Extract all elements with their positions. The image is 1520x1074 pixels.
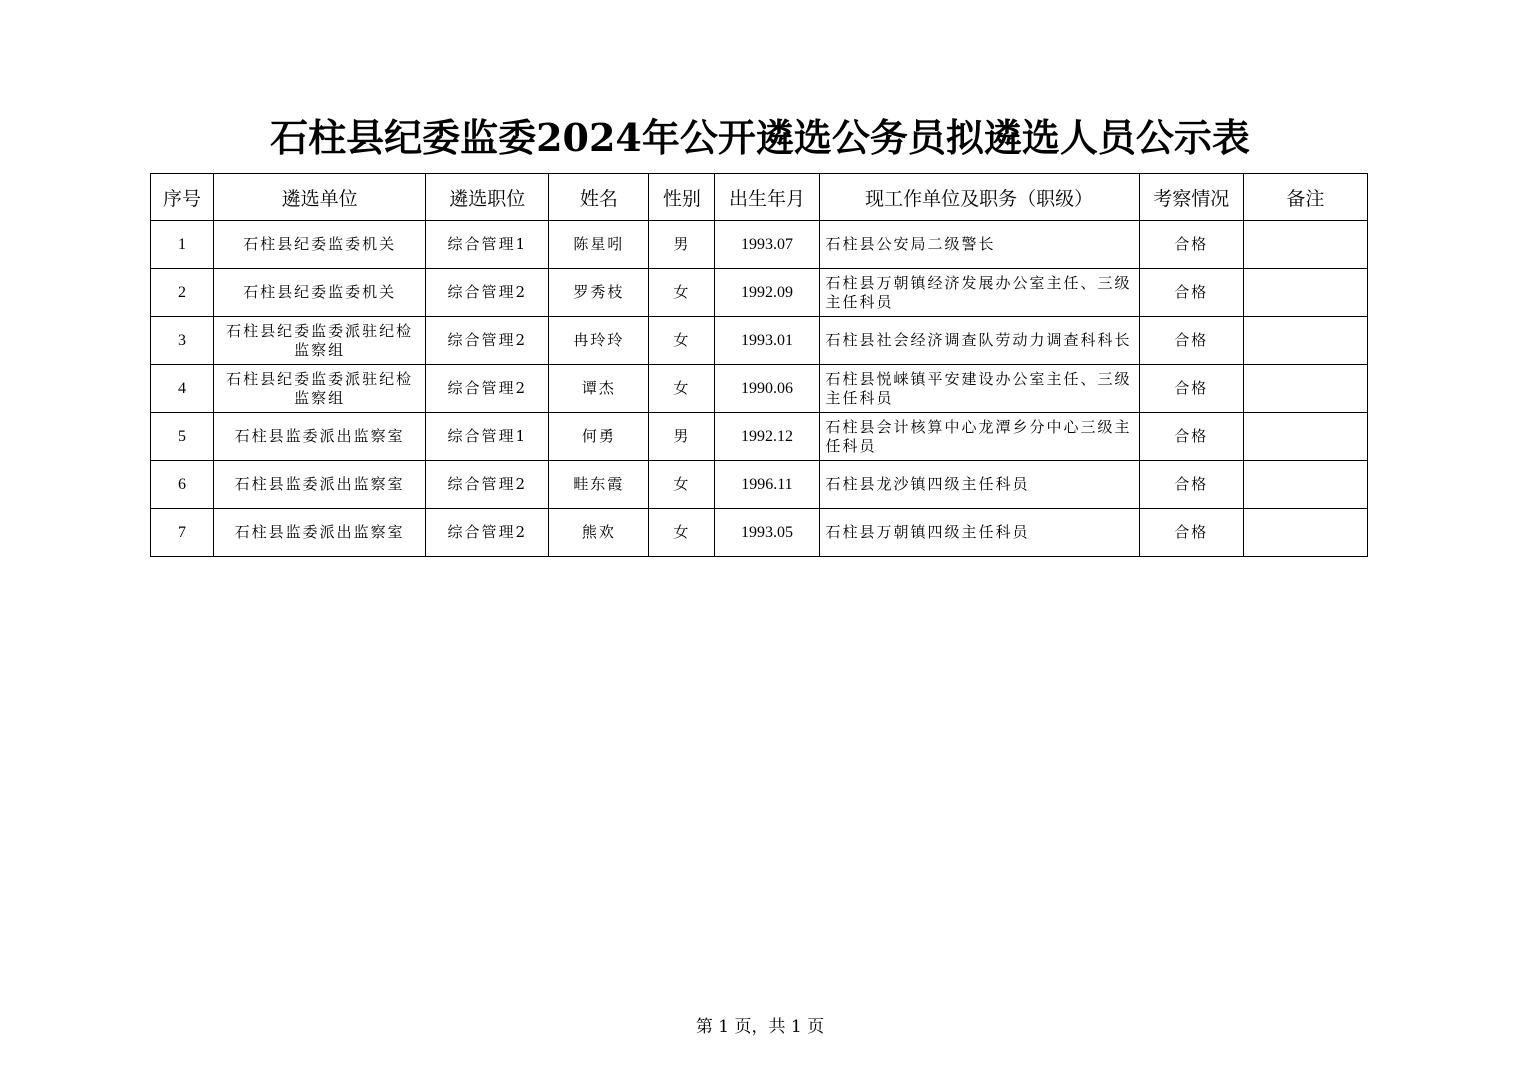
- document-title: 石柱县纪委监委2024年公开遴选公务员拟遴选人员公示表: [270, 115, 1250, 160]
- cell-gender: 女: [649, 509, 715, 557]
- cell-birth: 1993.01: [715, 317, 819, 365]
- cell-current-job: 石柱县社会经济调查队劳动力调查科科长: [819, 317, 1139, 365]
- column-header-current-job: 现工作单位及职务（职级）: [819, 174, 1139, 221]
- cell-position: 综合管理2: [426, 461, 549, 509]
- candidate-table: [150, 173, 1368, 557]
- table-row: [151, 461, 1368, 509]
- cell-gender: 男: [649, 221, 715, 269]
- cell-review: 合格: [1139, 365, 1243, 413]
- page-label-suffix: 页: [807, 1017, 825, 1037]
- cell-position: 综合管理1: [426, 413, 549, 461]
- cell-position: 综合管理2: [426, 317, 549, 365]
- column-header-remark: 备注: [1243, 174, 1367, 221]
- cell-unit: 石柱县纪委监委派驻纪检监察组: [214, 365, 426, 413]
- column-header-gender: 性别: [649, 174, 715, 221]
- cell-birth: 1993.05: [715, 509, 819, 557]
- cell-review: 合格: [1139, 413, 1243, 461]
- cell-position: 综合管理2: [426, 365, 549, 413]
- cell-unit: 石柱县监委派出监察室: [214, 413, 426, 461]
- page-label-prefix: 第: [695, 1017, 713, 1037]
- table-header-row: [151, 174, 1368, 221]
- column-header-name: 姓名: [549, 174, 649, 221]
- column-header-unit: 遴选单位: [214, 174, 426, 221]
- column-header-birth: 出生年月: [715, 174, 819, 221]
- cell-name: 畦东霞: [549, 461, 649, 509]
- cell-review: 合格: [1139, 461, 1243, 509]
- column-header-no: 序号: [151, 174, 214, 221]
- cell-no: 6: [151, 461, 214, 509]
- cell-unit: 石柱县监委派出监察室: [214, 461, 426, 509]
- cell-review: 合格: [1139, 509, 1243, 557]
- table-row: [151, 365, 1368, 413]
- cell-birth: 1990.06: [715, 365, 819, 413]
- cell-review: 合格: [1139, 221, 1243, 269]
- cell-no: 7: [151, 509, 214, 557]
- cell-current-job: 石柱县龙沙镇四级主任科员: [819, 461, 1139, 509]
- cell-birth: 1992.09: [715, 269, 819, 317]
- cell-gender: 男: [649, 413, 715, 461]
- table-row: [151, 509, 1368, 557]
- cell-birth: 1996.11: [715, 461, 819, 509]
- cell-name: 陈星吲: [549, 221, 649, 269]
- cell-name: 何勇: [549, 413, 649, 461]
- page-footer: [0, 1012, 1520, 1037]
- cell-birth: 1993.07: [715, 221, 819, 269]
- table-row: [151, 221, 1368, 269]
- cell-remark: [1243, 269, 1367, 317]
- cell-name: 罗秀枝: [549, 269, 649, 317]
- cell-unit: 石柱县纪委监委派驻纪检监察组: [214, 317, 426, 365]
- current-page-number: 1: [718, 1017, 730, 1037]
- cell-no: 2: [151, 269, 214, 317]
- cell-remark: [1243, 317, 1367, 365]
- cell-position: 综合管理2: [426, 509, 549, 557]
- cell-unit: 石柱县监委派出监察室: [214, 509, 426, 557]
- cell-position: 综合管理2: [426, 269, 549, 317]
- cell-birth: 1992.12: [715, 413, 819, 461]
- total-page-number: 1: [790, 1017, 802, 1037]
- cell-current-job: 石柱县万朝镇经济发展办公室主任、三级主任科员: [819, 269, 1139, 317]
- cell-no: 1: [151, 221, 214, 269]
- cell-position: 综合管理1: [426, 221, 549, 269]
- cell-no: 4: [151, 365, 214, 413]
- cell-remark: [1243, 221, 1367, 269]
- cell-current-job: 石柱县悦崃镇平安建设办公室主任、三级主任科员: [819, 365, 1139, 413]
- cell-name: 冉玲玲: [549, 317, 649, 365]
- cell-no: 3: [151, 317, 214, 365]
- table-row: [151, 413, 1368, 461]
- cell-gender: 女: [649, 461, 715, 509]
- table-row: [151, 269, 1368, 317]
- cell-gender: 女: [649, 269, 715, 317]
- column-header-review: 考察情况: [1139, 174, 1243, 221]
- cell-current-job: 石柱县会计核算中心龙潭乡分中心三级主任科员: [819, 413, 1139, 461]
- cell-gender: 女: [649, 317, 715, 365]
- cell-remark: [1243, 461, 1367, 509]
- cell-remark: [1243, 509, 1367, 557]
- cell-current-job: 石柱县万朝镇四级主任科员: [819, 509, 1139, 557]
- cell-name: 谭杰: [549, 365, 649, 413]
- cell-review: 合格: [1139, 269, 1243, 317]
- cell-current-job: 石柱县公安局二级警长: [819, 221, 1139, 269]
- cell-remark: [1243, 365, 1367, 413]
- cell-gender: 女: [649, 365, 715, 413]
- cell-review: 合格: [1139, 317, 1243, 365]
- cell-name: 熊欢: [549, 509, 649, 557]
- cell-no: 5: [151, 413, 214, 461]
- table-row: [151, 317, 1368, 365]
- cell-unit: 石柱县纪委监委机关: [214, 221, 426, 269]
- column-header-position: 遴选职位: [426, 174, 549, 221]
- cell-remark: [1243, 413, 1367, 461]
- page-label-middle: 页，共: [734, 1017, 786, 1037]
- cell-unit: 石柱县纪委监委机关: [214, 269, 426, 317]
